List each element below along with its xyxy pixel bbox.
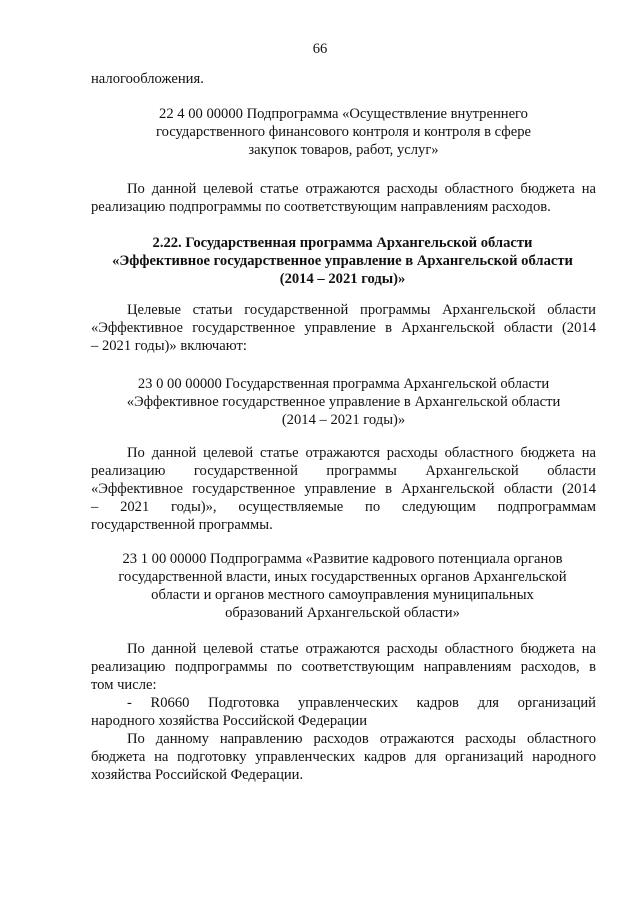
paragraph-1-line-2: реализацию подпрограммы по соответствующим направлениям расходов.	[91, 199, 551, 215]
paragraph-5-line-1: По данному направлению расходов отражаются расходы областного	[127, 731, 596, 747]
paragraph-5-line-3: хозяйства Российской Федерации.	[91, 767, 304, 783]
budget-item-r0660	[91, 694, 596, 730]
carryover-line	[91, 70, 596, 88]
paragraph-3-line-4: – 2021 годы)», осуществляемые по следующим подпрограммам	[91, 499, 596, 515]
program-23-line-2: «Эффективное государственное управление в Архангельской области	[126, 394, 561, 410]
heading-line-2: «Эффективное государственное управление в Архангельской области	[112, 253, 573, 269]
heading-line-3: (2014 – 2021 годы)»	[279, 271, 406, 287]
program-23-title	[91, 375, 596, 429]
paragraph-3-line-5: государственной программы.	[91, 517, 273, 533]
paragraph-3	[91, 444, 596, 534]
paragraph-2-line-3: – 2021 годы)» включают:	[91, 338, 247, 354]
subprogram-22-line-3: закупок товаров, работ, услуг»	[248, 142, 439, 158]
paragraph-3-line-1: По данной целевой статье отражаются расходы областного бюджета на	[127, 445, 596, 461]
item-line-2: народного хозяйства Российской Федерации	[91, 713, 368, 729]
paragraph-2-line-1: Целевые статьи государственной программы Архангельской области	[127, 302, 596, 318]
paragraph-1-line-1: По данной целевой статье отражаются расходы областного бюджета на	[127, 181, 596, 197]
paragraph-5-line-2: бюджета на подготовку управленческих кадров для организаций народного	[91, 749, 596, 765]
paragraph-4-line-1: По данной целевой статье отражаются расходы областного бюджета на	[127, 641, 596, 657]
subprogram-231-line-2: государственной власти, иных государственных органов Архангельской	[118, 569, 567, 585]
item-line-1: - R0660 Подготовка управленческих кадров для организаций	[127, 695, 596, 711]
paragraph-3-line-2: реализацию государственной программы Архангельской области	[91, 463, 596, 479]
subprogram-231-line-4: образований Архангельской области»	[225, 605, 460, 621]
paragraph-4	[91, 640, 596, 694]
paragraph-2	[91, 301, 596, 355]
paragraph-3-line-3: «Эффективное государственное управление в Архангельской области (2014	[91, 481, 596, 497]
paragraph-1	[91, 180, 596, 216]
paragraph-4-line-2: реализацию подпрограммы по соответствующим направлениям расходов, в	[91, 659, 596, 675]
paragraph-4-line-3: том числе:	[91, 677, 157, 693]
subprogram-231-line-3: области и органов местного самоуправления муниципальных	[151, 587, 534, 603]
subprogram-22-line-1: 22 4 00 00000 Подпрограмма «Осуществление внутреннего	[159, 106, 528, 122]
carryover-text: налогообложения.	[91, 71, 204, 87]
page-number: 66	[312, 41, 328, 57]
program-23-line-3: (2014 – 2021 годы)»	[281, 412, 406, 428]
subprogram-22-line-2: государственного финансового контроля и контроля в сфере	[155, 124, 532, 140]
section-heading	[75, 234, 610, 288]
subprogram-22-title	[91, 105, 596, 159]
subprogram-231-title	[75, 550, 610, 622]
heading-line-1: 2.22. Государственная программа Архангельской области	[152, 235, 533, 251]
subprogram-231-line-1: 23 1 00 00000 Подпрограмма «Развитие кадрового потенциала органов	[122, 551, 563, 567]
program-23-line-1: 23 0 00 00000 Государственная программа Архангельской области	[137, 376, 550, 392]
paragraph-2-line-2: «Эффективное государственное управление в Архангельской области (2014	[91, 320, 596, 336]
paragraph-5	[91, 730, 596, 784]
